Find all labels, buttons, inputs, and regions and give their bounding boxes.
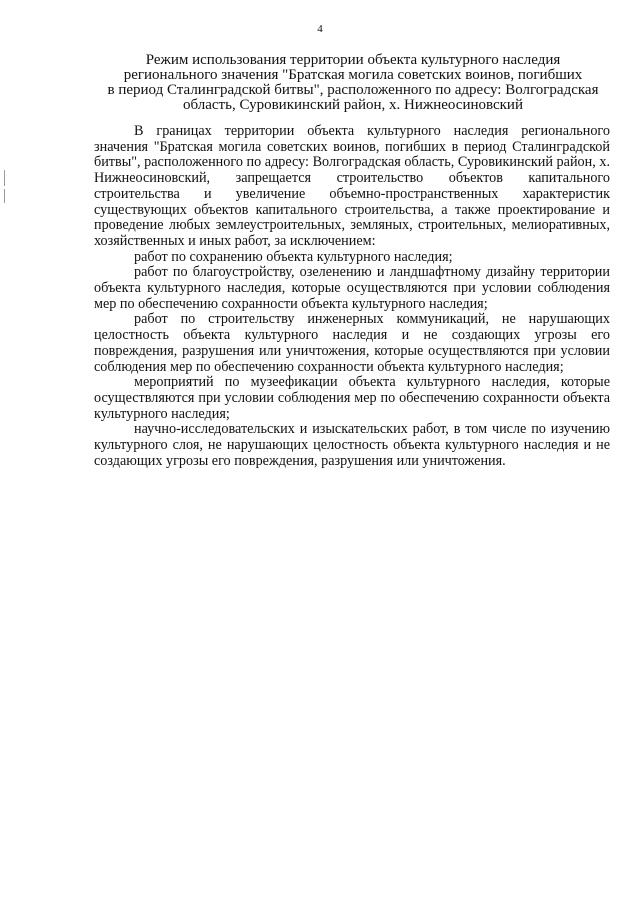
list-item: работ по строительству инженерных коммуникаций, не нарушающих целостность объекта культурного наследия и не создающих угрозы его повреждения, разрушения или уничтожения, которые осуществляются при условии соблюдения мер по обеспечению сохранности объекта культурного наследия; xyxy=(94,311,610,375)
document-title xyxy=(92,53,614,113)
title-line: регионального значения "Братская могила советских воинов, погибших xyxy=(123,67,583,83)
list-item: мероприятий по музеефикации объекта культурного наследия, которые осуществляются при условии соблюдения мер по обеспечению сохранности объекта культурного наследия; xyxy=(94,374,610,422)
title-line: в период Сталинградской битвы", расположенного по адресу: Волгоградская xyxy=(107,82,599,98)
body-paragraph: В границах территории объекта культурного наследия регионального значения "Братская могила советских воинов, погибших в период Сталинградской битвы", расположенного по адресу: Волгоградская область, Суровикинский район, х. Нижнеосиновский, запрещается строительство объектов капитального строительства и увеличение объемно-пространственных характеристик существующих объектов капитального строительства, а также проектирование и проведение любых землеустроительных, земляных, строительных, мелиоративных, хозяйственных и иных работ, за исключением: xyxy=(94,123,610,249)
page-number: 4 xyxy=(317,23,323,35)
list-item: работ по благоустройству, озеленению и ландшафтному дизайну территории объекта культурного наследия, которые осуществляются при условии соблюдения мер по обеспечению сохранности объекта культурного наследия; xyxy=(94,264,610,312)
document-body xyxy=(94,124,610,469)
list-item: работ по сохранению объекта культурного наследия; xyxy=(134,248,453,265)
scan-margin-mark xyxy=(4,189,5,203)
title-line: Режим использования территории объекта культурного наследия xyxy=(145,52,561,68)
scan-margin-mark xyxy=(4,170,5,186)
list-item: научно-исследовательских и изыскательских работ, в том числе по изучению культурного слоя, не нарушающих целостность объекта культурного наследия и не создающих угрозы его повреждения, разрушения или уничтожения. xyxy=(94,421,610,469)
title-line: область, Суровикинский район, х. Нижнеосиновский xyxy=(183,97,523,113)
